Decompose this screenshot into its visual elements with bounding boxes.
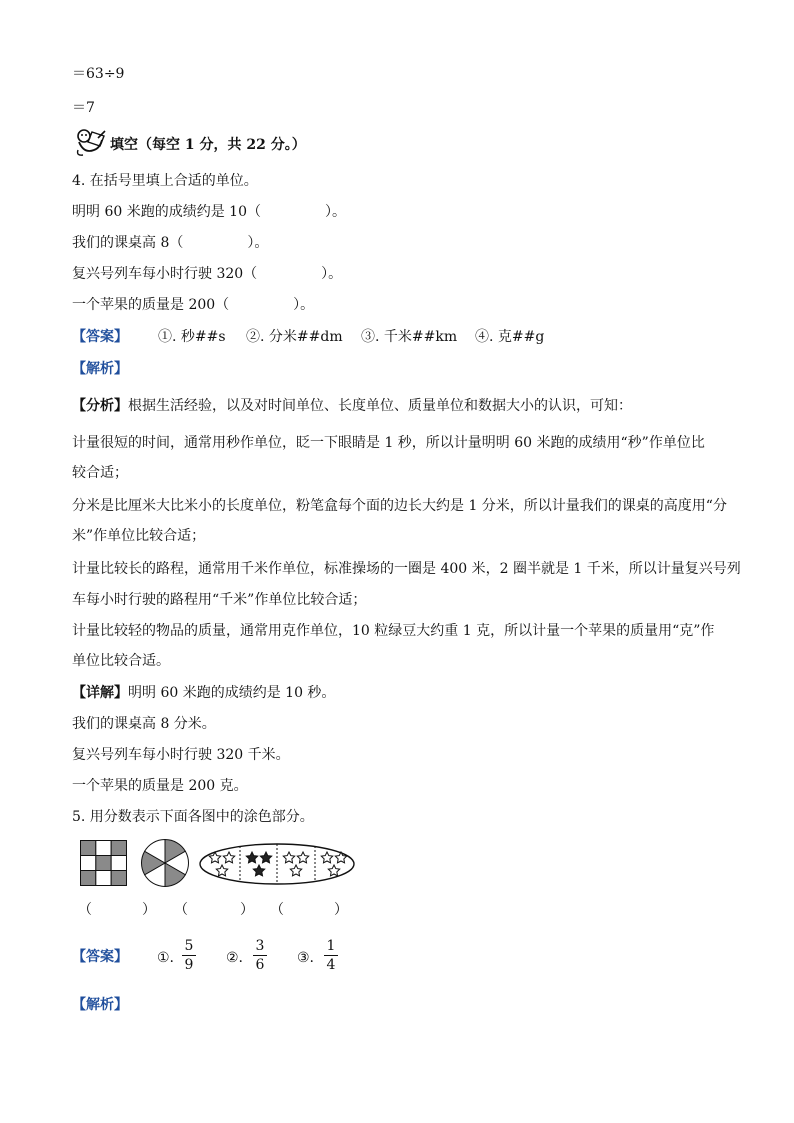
q4-item-2 xyxy=(72,233,268,253)
q5-answer-3-mark: ③. xyxy=(297,950,315,966)
q4-item-2-after: ）。 xyxy=(247,235,269,251)
q4-fenxi-text: 根据生活经验，以及对时间单位、长度单位、质量单位和数据大小的认识，可知： xyxy=(128,398,632,414)
grid-cell-6 xyxy=(111,856,126,871)
q4-answer-2: ②. 分米##dm xyxy=(246,329,343,345)
q4-detail-1-text: 明明 60 米跑的成绩约是 10 秒。 xyxy=(128,685,336,701)
q4-detail-4: 一个苹果的质量是 200 克。 xyxy=(72,778,248,794)
fraction-numerator: 5 xyxy=(184,938,194,954)
figure-pie xyxy=(140,838,190,888)
grid-cell-1 xyxy=(81,841,96,856)
q5-answer-2-fraction xyxy=(253,938,267,973)
grid-cell-5 xyxy=(96,856,111,871)
q5-answer-1-fraction xyxy=(182,938,196,973)
q4-item-4 xyxy=(72,295,314,315)
q4-stem: 4. 在括号里填上合适的单位。 xyxy=(72,173,258,189)
q4-detail-label: 【详解】 xyxy=(72,685,128,701)
grid-cell-2 xyxy=(96,841,111,856)
grid-cell-8 xyxy=(96,871,111,886)
star-shaded xyxy=(246,852,257,863)
q4-analysis-label: 【解析】 xyxy=(72,361,128,377)
q4-para-time-1: 计量很短的时间，通常用秒作单位，眨一下眼睛是 1 秒，所以计量明明 60 米跑的成绩用“秒”作单位比 xyxy=(72,435,705,451)
grid-cell-9 xyxy=(111,871,126,886)
fraction-bar xyxy=(253,955,267,956)
q5-blank-2-open: （ xyxy=(174,902,188,918)
q4-detail-1 xyxy=(72,683,335,703)
q4-item-4-after: ）。 xyxy=(293,297,315,313)
q5-analysis-label: 【解析】 xyxy=(72,997,128,1013)
q4-para-km-1: 计量比较长的路程，通常用千米作单位，标准操场的一圈是 400 米，2 圈半就是 1 千米，所以计量复兴号列 xyxy=(72,561,741,577)
q4-item-4-before: 一个苹果的质量是 200（ xyxy=(72,297,230,313)
fraction-numerator: 3 xyxy=(255,938,265,954)
star-shaded xyxy=(260,852,271,863)
q5-blank-3-close: ） xyxy=(334,902,348,918)
fraction-denominator: 9 xyxy=(184,957,194,973)
q5-blanks-row xyxy=(72,900,372,920)
star-shaded xyxy=(253,865,264,876)
monkey-writing-icon xyxy=(74,128,108,158)
q5-answer-3-fraction xyxy=(324,938,338,973)
q4-detail-3: 复兴号列车每小时行驶 320 千米。 xyxy=(72,747,290,763)
star xyxy=(297,852,308,863)
q5-blank-1-close: ） xyxy=(142,902,156,918)
star xyxy=(321,852,332,863)
grid-cell-7 xyxy=(81,871,96,886)
calc-line-1: ＝63÷9 xyxy=(72,66,125,82)
q4-item-3-after: ）。 xyxy=(321,266,343,282)
q5-blank-2-close: ） xyxy=(240,902,254,918)
fraction-denominator: 6 xyxy=(255,957,265,973)
q4-para-time-2: 较合适； xyxy=(72,465,128,481)
q5-answer-label: 【答案】 xyxy=(72,949,128,965)
q4-para-dm-1: 分米是比厘米大比米小的长度单位，粉笔盒每个面的边长大约是 1 分米，所以计量我们的课桌的高度用“分 xyxy=(72,498,727,514)
star xyxy=(290,865,301,876)
q5-answer-1-mark: ①. xyxy=(157,950,175,966)
q4-answer-label: 【答案】 xyxy=(72,329,128,345)
q4-answer-4: ④. 克##g xyxy=(475,329,545,345)
q4-answer-3: ③. 千米##km xyxy=(361,329,458,345)
fraction-bar xyxy=(324,955,338,956)
star xyxy=(223,852,234,863)
fraction-numerator: 1 xyxy=(326,938,336,954)
figure-grid xyxy=(80,840,128,886)
q4-fenxi xyxy=(72,396,632,416)
q5-blank-3-open: （ xyxy=(270,902,284,918)
grid-cell-4 xyxy=(81,856,96,871)
q4-answer-row xyxy=(72,327,712,347)
star xyxy=(335,852,346,863)
fraction-denominator: 4 xyxy=(326,957,336,973)
q4-item-1-before: 明明 60 米跑的成绩约是 10（ xyxy=(72,204,261,220)
star xyxy=(328,865,339,876)
section-title: 填空（每空 1 分，共 22 分。） xyxy=(110,137,306,153)
grid-cell-3 xyxy=(111,841,126,856)
calc-line-2: ＝7 xyxy=(72,100,95,116)
q4-fenxi-label: 【分析】 xyxy=(72,398,128,414)
q4-item-3 xyxy=(72,264,342,284)
star xyxy=(216,865,227,876)
q5-answer-2-mark: ②. xyxy=(226,950,244,966)
figure-stars xyxy=(198,842,356,886)
q4-detail-2: 我们的课桌高 8 分米。 xyxy=(72,716,216,732)
q4-item-3-before: 复兴号列车每小时行驶 320（ xyxy=(72,266,258,282)
q4-para-g-2: 单位比较合适。 xyxy=(72,653,170,669)
q4-item-2-before: 我们的课桌高 8（ xyxy=(72,235,184,251)
q4-item-1-after: ）。 xyxy=(324,204,346,220)
q4-para-dm-2: 米”作单位比较合适； xyxy=(72,528,206,544)
fraction-bar xyxy=(182,955,196,956)
q4-para-km-2: 车每小时行驶的路程用“千米”作单位比较合适； xyxy=(72,592,367,608)
q4-para-g-1: 计量比较轻的物品的质量，通常用克作单位，10 粒绿豆大约重 1 克，所以计量一个苹果的质量用“克”作 xyxy=(72,623,715,639)
q5-stem: 5. 用分数表示下面各图中的涂色部分。 xyxy=(72,809,314,825)
star xyxy=(283,852,294,863)
q5-blank-1-open: （ xyxy=(78,902,92,918)
q4-answer-1: ①. 秒##s xyxy=(158,329,226,345)
q4-item-1 xyxy=(72,202,346,222)
